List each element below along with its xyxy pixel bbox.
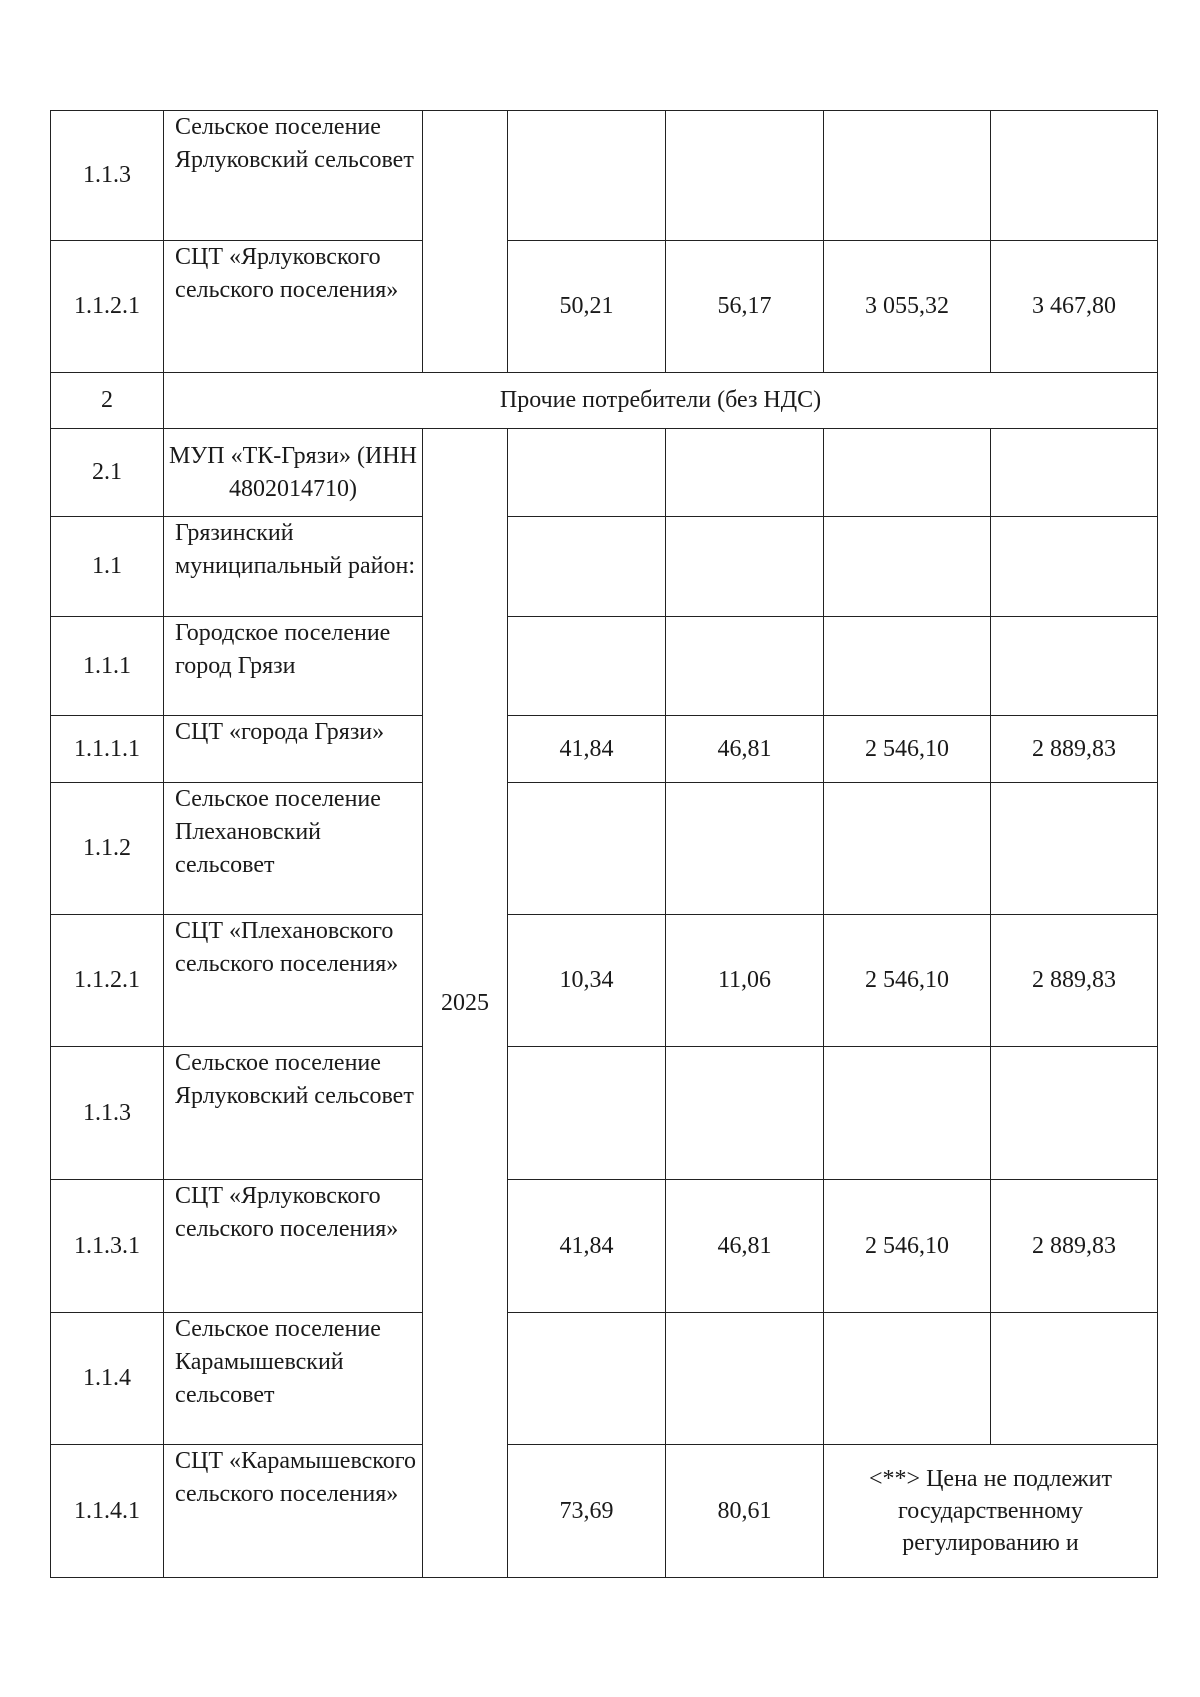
table-row	[51, 617, 1158, 716]
value-cell: 50,21	[508, 241, 666, 373]
row-number: 1.1.2	[51, 783, 164, 915]
row-number: 1.1.2.1	[51, 915, 164, 1047]
value-cell: 2 546,10	[824, 1180, 991, 1313]
row-number: 1.1.1.1	[51, 716, 164, 783]
value-cell: 41,84	[508, 1180, 666, 1313]
value-cell	[666, 617, 824, 716]
section-row	[51, 373, 1158, 429]
row-name: МУП «ТК-Грязи» (ИНН 4802014710)	[164, 429, 423, 517]
value-cell: 3 055,32	[824, 241, 991, 373]
value-cell	[508, 783, 666, 915]
value-cell	[824, 617, 991, 716]
row-name: Сельское поселение Ярлуковский сельсовет	[164, 111, 423, 241]
section-number: 2	[51, 373, 164, 429]
row-number: 1.1.2.1	[51, 241, 164, 373]
row-number: 1.1.3	[51, 1047, 164, 1180]
row-number: 1.1.4.1	[51, 1445, 164, 1578]
value-cell	[991, 517, 1158, 617]
value-cell: 10,34	[508, 915, 666, 1047]
row-number: 2.1	[51, 429, 164, 517]
table-row	[51, 716, 1158, 783]
table-row	[51, 1180, 1158, 1313]
value-cell	[508, 617, 666, 716]
table-row	[51, 517, 1158, 617]
tariff-table	[50, 110, 1158, 1578]
table-row	[51, 241, 1158, 373]
value-cell	[666, 1313, 824, 1445]
value-cell	[666, 111, 824, 241]
value-cell	[991, 783, 1158, 915]
value-cell	[824, 783, 991, 915]
value-cell	[991, 1313, 1158, 1445]
row-name: СЦТ «Ярлуковского сельского поселения»	[164, 241, 423, 373]
value-cell: 46,81	[666, 716, 824, 783]
row-name: СЦТ «Плехановского сельского поселения»	[164, 915, 423, 1047]
value-cell	[991, 111, 1158, 241]
value-cell	[508, 1313, 666, 1445]
table-row	[51, 429, 1158, 517]
value-cell	[508, 517, 666, 617]
row-number: 1.1.4	[51, 1313, 164, 1445]
price-note: <**> Цена не подлежит государственному регулированию и	[824, 1445, 1158, 1578]
table-row	[51, 1445, 1158, 1578]
value-cell	[824, 1047, 991, 1180]
row-name: СЦТ «города Грязи»	[164, 716, 423, 783]
value-cell	[666, 517, 824, 617]
table-row	[51, 1047, 1158, 1180]
row-name: СЦТ «Карамышевского сельского поселения»	[164, 1445, 423, 1578]
value-cell: 2 546,10	[824, 915, 991, 1047]
year-cell: 2025	[423, 429, 508, 1578]
row-number: 1.1.3	[51, 111, 164, 241]
value-cell	[666, 1047, 824, 1180]
value-cell: 2 889,83	[991, 915, 1158, 1047]
value-cell: 46,81	[666, 1180, 824, 1313]
value-cell: 73,69	[508, 1445, 666, 1578]
value-cell	[666, 429, 824, 517]
value-cell	[991, 429, 1158, 517]
value-cell	[824, 1313, 991, 1445]
value-cell	[508, 111, 666, 241]
table-row	[51, 915, 1158, 1047]
value-cell	[991, 617, 1158, 716]
year-cell-empty	[423, 111, 508, 373]
section-title: Прочие потребители (без НДС)	[164, 373, 1158, 429]
value-cell	[824, 111, 991, 241]
row-name: Сельское поселение Карамышевский сельсовет	[164, 1313, 423, 1445]
table-row	[51, 1313, 1158, 1445]
value-cell	[508, 429, 666, 517]
value-cell: 80,61	[666, 1445, 824, 1578]
row-number: 1.1	[51, 517, 164, 617]
value-cell: 2 889,83	[991, 716, 1158, 783]
value-cell: 41,84	[508, 716, 666, 783]
value-cell: 56,17	[666, 241, 824, 373]
value-cell: 11,06	[666, 915, 824, 1047]
value-cell: 3 467,80	[991, 241, 1158, 373]
table-row	[51, 783, 1158, 915]
value-cell: 2 546,10	[824, 716, 991, 783]
row-name: Сельское поселение Плехановский сельсовет	[164, 783, 423, 915]
row-name: Городское поселение город Грязи	[164, 617, 423, 716]
value-cell	[508, 1047, 666, 1180]
row-name: Сельское поселение Ярлуковский сельсовет	[164, 1047, 423, 1180]
value-cell	[991, 1047, 1158, 1180]
row-name: СЦТ «Ярлуковского сельского поселения»	[164, 1180, 423, 1313]
row-number: 1.1.1	[51, 617, 164, 716]
value-cell	[824, 429, 991, 517]
table-row	[51, 111, 1158, 241]
value-cell: 2 889,83	[991, 1180, 1158, 1313]
row-number: 1.1.3.1	[51, 1180, 164, 1313]
row-name: Грязинский муниципальный район:	[164, 517, 423, 617]
value-cell	[824, 517, 991, 617]
value-cell	[666, 783, 824, 915]
